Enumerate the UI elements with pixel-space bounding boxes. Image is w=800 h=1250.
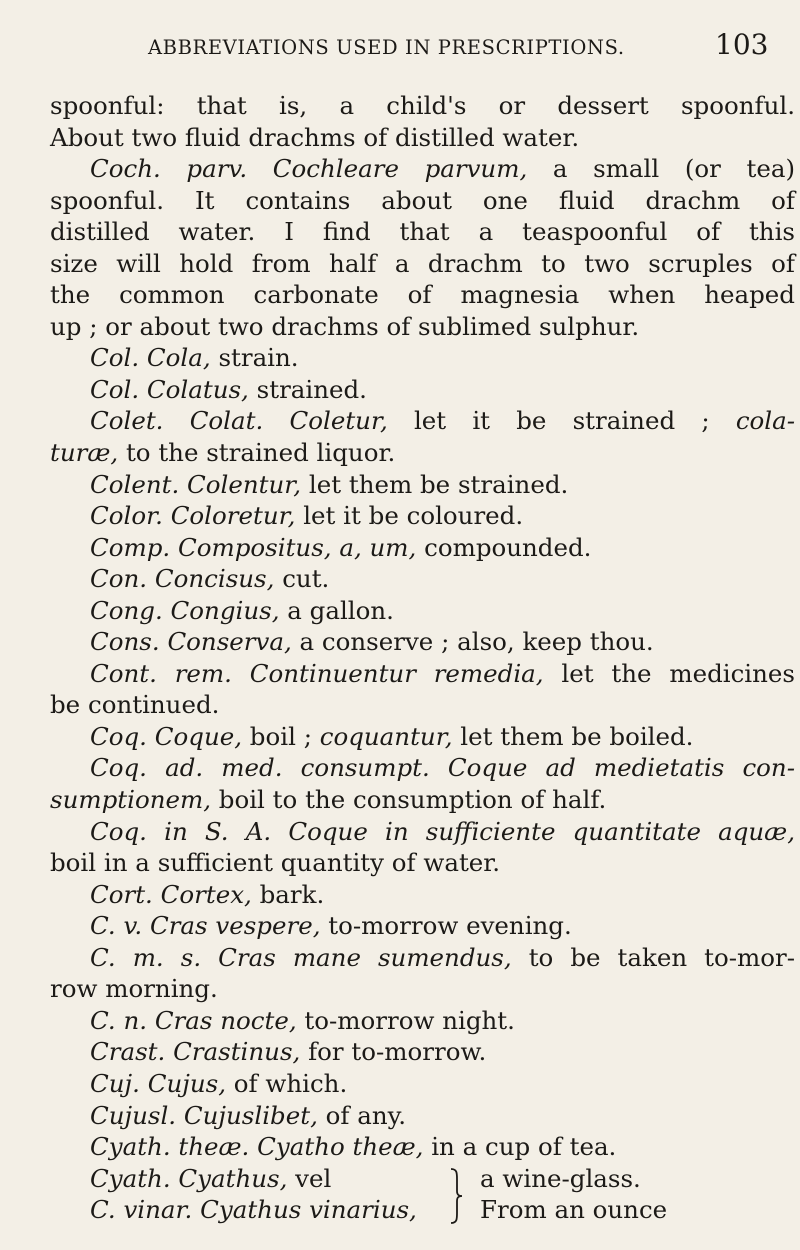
abbreviation-text: Cons.: [90, 627, 160, 657]
abbreviation-text: Cyath. theæ.: [90, 1132, 250, 1162]
body-text: vel: [287, 1163, 332, 1193]
body-text: [139, 343, 147, 372]
body-text: boil in a sufficient quantity of water.: [50, 848, 501, 878]
text-line: [50, 721, 795, 753]
body-text: [249, 1132, 257, 1161]
text-line: [50, 689, 795, 721]
brace-row: [50, 1163, 795, 1195]
abbreviation-text: Cyathus,: [178, 1163, 288, 1193]
body-text: of which.: [225, 1068, 348, 1098]
text-line: [50, 90, 795, 122]
abbreviation-text: Cuj.: [90, 1068, 140, 1098]
body-text: [247, 154, 273, 183]
body-text: a gallon.: [279, 595, 394, 625]
body-text: to the strained liquor.: [118, 438, 396, 468]
text-line: [50, 784, 795, 816]
body-text: [147, 722, 155, 751]
body-text: a conserve ; also, keep thou.: [291, 627, 654, 657]
body-text: [163, 406, 189, 435]
abbreviation-text: Cras mane sumendus,: [218, 942, 512, 972]
text-line: [50, 374, 795, 406]
brace-row-right: a wine-glass.: [480, 1163, 641, 1193]
body-text: for to-morrow.: [300, 1037, 487, 1067]
running-title: ABBREVIATIONS USED IN PRESCRIPTIONS.: [148, 36, 625, 59]
abbreviation-text: C. m. s.: [90, 942, 202, 972]
text-line: [50, 1131, 795, 1163]
abbreviation-text: Cola,: [146, 343, 211, 373]
running-header: [0, 28, 800, 68]
text-line: [50, 532, 795, 564]
body-text: boil to the consumption of half.: [211, 785, 607, 815]
abbreviation-text: Coque in sufficiente quantitate aquæ,: [288, 816, 795, 846]
body-text: cut.: [274, 564, 330, 594]
abbreviation-text: Cortex,: [160, 879, 252, 909]
text-line: [50, 405, 795, 437]
body-text: [201, 943, 218, 972]
body-text: [139, 375, 147, 404]
abbreviation-text: Cont. rem.: [90, 658, 232, 688]
body-text: boil ;: [242, 721, 320, 751]
body-text: [165, 1037, 173, 1066]
body-text: to-morrow night.: [296, 1005, 515, 1035]
text-line: [50, 626, 795, 658]
text-line: [50, 311, 795, 343]
body-text: [232, 659, 250, 688]
brace-row-right: From an ounce: [480, 1195, 668, 1225]
abbreviation-text: Colet.: [90, 406, 164, 436]
body-text: [271, 817, 288, 846]
text-line: [50, 248, 795, 280]
abbreviation-text: Crastinus,: [173, 1037, 301, 1067]
abbreviation-text: Colent.: [90, 469, 180, 499]
body-text: [176, 1101, 184, 1130]
body-text: strained.: [248, 374, 367, 404]
abbreviation-text: Cujuslibet,: [183, 1100, 318, 1130]
body-text: [147, 564, 155, 593]
body-text: [170, 533, 178, 562]
text-line: [50, 910, 795, 942]
abbreviation-text: Compositus, a, um,: [178, 532, 417, 562]
body-text: [153, 880, 161, 909]
text-line: [50, 658, 795, 690]
body-text: [263, 406, 289, 435]
text-line: [50, 500, 795, 532]
abbreviation-text: Coq. ad. med. consumpt.: [90, 753, 430, 783]
abbreviation-text: coquantur,: [319, 721, 453, 751]
abbreviation-text: Cochleare parvum,: [272, 154, 528, 184]
abbreviation-text: Colat.: [189, 406, 264, 436]
body-text: of any.: [317, 1100, 407, 1130]
body-text: size will hold from half a drachm to two scruples of: [50, 248, 795, 278]
body-text: up ; or about two drachms of sublimed sulphur.: [50, 311, 640, 341]
abbreviation-text: Cujus,: [147, 1068, 226, 1098]
abbreviation-text: C. v.: [90, 911, 143, 941]
text-line: [50, 1068, 795, 1100]
abbreviation-text: Cyath.: [90, 1163, 171, 1193]
body-text: [147, 1006, 155, 1035]
body-text: [192, 1195, 200, 1224]
body-text: [179, 470, 187, 499]
body-text: the common carbonate of magnesia when heaped: [50, 280, 795, 310]
brace-row-left: [50, 1164, 331, 1193]
page-body: [50, 90, 795, 1163]
abbreviation-text: Continuentur remedia,: [249, 658, 544, 688]
body-text: [142, 911, 150, 940]
text-line: [50, 595, 795, 627]
abbreviation-text: Cujusl.: [90, 1100, 177, 1130]
abbreviation-text: C. n.: [90, 1005, 148, 1035]
body-text: to-morrow evening.: [320, 911, 572, 941]
text-line: [50, 342, 795, 374]
body-text: distilled water. I find that a teaspoonful of this: [50, 217, 795, 247]
text-line: [50, 752, 795, 784]
brace-row-left: [50, 1195, 417, 1224]
body-text: let them be strained.: [301, 469, 569, 499]
abbreviation-text: Con.: [90, 564, 148, 594]
abbreviation-text: Coch. parv.: [90, 154, 248, 184]
body-text: in a cup of tea.: [423, 1132, 617, 1162]
abbreviation-text: Cyathus vinarius,: [200, 1195, 417, 1225]
abbreviation-text: cola-: [735, 406, 796, 436]
body-text: [163, 501, 171, 530]
abbreviation-text: Cyatho theæ,: [257, 1132, 424, 1162]
body-text: to be taken to-mor-: [511, 942, 796, 972]
body-text: [140, 1069, 148, 1098]
abbreviation-text: Coletur,: [289, 406, 388, 436]
brace-block: [50, 1163, 795, 1226]
text-line: [50, 942, 795, 974]
abbreviation-text: Crast.: [90, 1037, 166, 1067]
text-line: [50, 563, 795, 595]
text-line: [50, 185, 795, 217]
body-text: [163, 596, 171, 625]
text-line: [50, 816, 795, 848]
abbreviation-text: Colatus,: [146, 374, 249, 404]
abbreviation-text: Coq.: [90, 721, 147, 751]
abbreviation-text: Col.: [90, 374, 140, 404]
body-text: [430, 753, 448, 782]
abbreviation-text: Cong.: [90, 595, 163, 625]
body-text: spoonful: that is, a child's or dessert spoonful.: [50, 91, 795, 120]
page-number: 103: [715, 28, 769, 61]
abbreviation-text: Coque ad medietatis con-: [447, 753, 795, 783]
abbreviation-text: Comp.: [90, 532, 171, 562]
text-line: [50, 1005, 795, 1037]
body-text: About two fluid drachms of distilled water.: [50, 122, 580, 152]
body-text: a small (or tea): [527, 154, 796, 184]
text-line: [50, 437, 795, 469]
curly-brace-icon: [448, 1167, 464, 1225]
text-line: [50, 153, 795, 185]
text-line: [50, 122, 795, 154]
text-line: [50, 469, 795, 501]
brace-row: [50, 1194, 795, 1226]
text-line: [50, 1100, 795, 1132]
body-text: bark.: [251, 879, 325, 909]
body-text: let it be strained ;: [387, 406, 736, 436]
abbreviation-text: Cort.: [90, 879, 153, 909]
abbreviation-text: Congius,: [170, 595, 280, 625]
abbreviation-text: Coque,: [154, 721, 243, 751]
body-text: let it be coloured.: [295, 501, 524, 531]
body-text: let the medicines: [543, 658, 795, 688]
body-text: be continued.: [50, 690, 220, 720]
text-line: [50, 973, 795, 1005]
abbreviation-text: Conserva,: [167, 627, 292, 657]
abbreviation-text: Concisus,: [154, 564, 275, 594]
abbreviation-text: sumptionem,: [50, 785, 211, 815]
text-line: [50, 279, 795, 311]
body-text: compounded.: [416, 532, 592, 562]
abbreviation-text: Color.: [90, 501, 163, 531]
abbreviation-text: Coq. in S. A.: [90, 816, 272, 846]
text-line: [50, 216, 795, 248]
body-text: spoonful. It contains about one fluid drachm of: [50, 185, 795, 215]
text-line: [50, 879, 795, 911]
abbreviation-text: Col.: [90, 343, 140, 373]
abbreviation-text: Cras vespere,: [149, 911, 321, 941]
abbreviation-text: C. vinar.: [90, 1195, 193, 1225]
body-text: row morning.: [50, 974, 218, 1004]
text-line: [50, 1036, 795, 1068]
abbreviation-text: Coloretur,: [170, 501, 296, 531]
abbreviation-text: turæ,: [50, 438, 119, 468]
body-text: let them be boiled.: [452, 721, 694, 751]
text-line: [50, 847, 795, 879]
abbreviation-text: Colentur,: [187, 469, 302, 499]
body-text: strain.: [210, 343, 299, 373]
abbreviation-text: Cras nocte,: [154, 1005, 297, 1035]
